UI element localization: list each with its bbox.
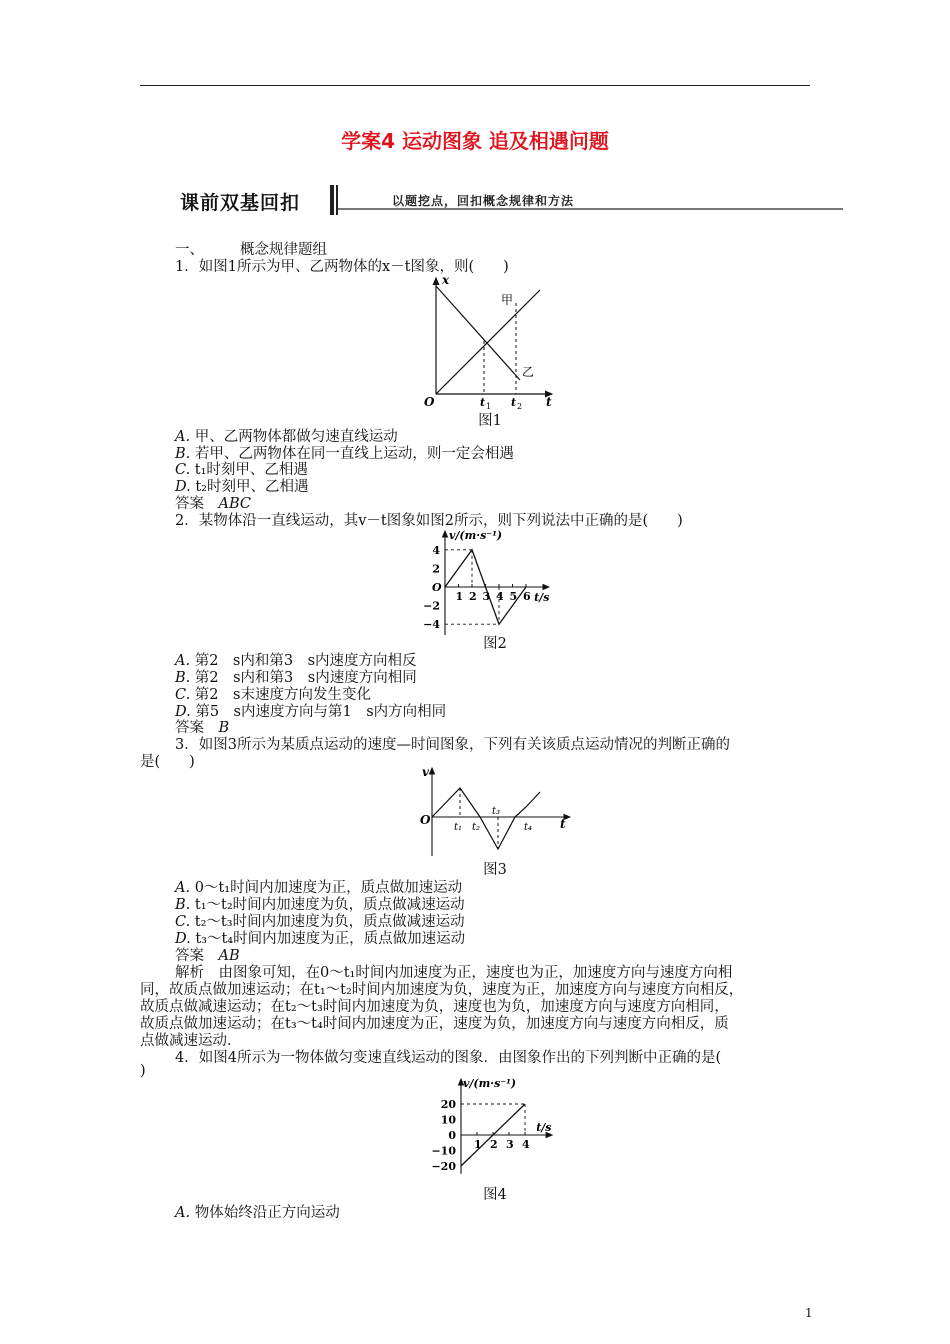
- q1-option-a: A. 甲、乙两物体都做匀速直线运动: [175, 429, 398, 445]
- q3-answer: 答案 AB: [175, 948, 240, 964]
- t2-label: t₂: [472, 822, 481, 833]
- section-index: 一、: [175, 242, 204, 258]
- q2-option-a: A. 第2 s内和第3 s内速度方向相反: [175, 653, 417, 669]
- figure-2: [415, 525, 580, 635]
- x-tick-label: 2: [490, 1138, 498, 1151]
- q3-option-c: C. t₂～t₃时间内加速度为负，质点做减速运动: [175, 914, 465, 930]
- origin-label: O: [424, 395, 435, 409]
- y-tick-label: 10: [440, 1113, 456, 1127]
- t1-sub: 1: [486, 402, 492, 410]
- y-tick-label: 20: [440, 1098, 456, 1111]
- x-tick-label: 4: [496, 590, 504, 603]
- q3-analysis-line4: 故质点做加速运动；在t₃～t₄时间内加速度为正，速度为负，加速度方向与速度方向相反，质: [140, 1016, 729, 1032]
- banner-underline: [338, 208, 843, 210]
- figure-4: [425, 1073, 565, 1183]
- q3-analysis-line1: 解析 由图象可知，在0～t₁时间内加速度为正，速度也为正，加速度方向与速度方向相: [175, 965, 733, 981]
- x-axis-label: t/s: [536, 1121, 552, 1134]
- q4-stem-line2: ): [140, 1063, 146, 1079]
- x-tick-label: 3: [482, 590, 491, 603]
- x-axis-label: t: [560, 817, 566, 831]
- section-label: 概念规律题组: [240, 242, 327, 258]
- q4-option-a: A. 物体始终沿正方向运动: [175, 1205, 340, 1221]
- x-tick-label: 4: [522, 1138, 530, 1151]
- q2-answer: 答案 B: [175, 720, 230, 736]
- label-jia: 甲: [501, 293, 514, 307]
- y-axis-label: x: [442, 273, 450, 287]
- y-axis-label: v/(m·s⁻¹): [463, 1077, 517, 1090]
- x-axis-label: t: [546, 395, 552, 409]
- y-tick-label: −10: [431, 1144, 456, 1158]
- q3-analysis-line3: 故质点做减速运动；在t₂～t₃时间内加速度为负，速度也为负，加速度方向与速度方向相同，: [140, 999, 729, 1015]
- q1-stem: 1．如图1所示为甲、乙两物体的x－t图象，则( ): [175, 259, 509, 275]
- q1-option-d: D. t₂时刻甲、乙相遇: [175, 479, 309, 495]
- t2-label: t: [511, 396, 517, 409]
- q3-option-a: A. 0～t₁时间内加速度为正，质点做加速运动: [175, 880, 463, 896]
- figure-4-caption: 图4: [483, 1187, 507, 1203]
- q3-stem-line1: 3．如图3所示为某质点运动的速度—时间图象，下列有关该质点运动情况的判断正确的: [175, 737, 730, 753]
- label-yi: 乙: [522, 365, 535, 379]
- t3-label: t₃: [492, 806, 501, 817]
- y-axis-label: v: [422, 765, 429, 779]
- section-banner-title: 课前双基回扣: [180, 192, 301, 214]
- header-rule: [140, 85, 810, 86]
- y-tick-label: −20: [431, 1160, 456, 1173]
- q4-stem-line1: 4．如图4所示为一物体做匀变速直线运动的图象．由图象作出的下列判断中正确的是(: [175, 1050, 722, 1066]
- q2-option-b: B. 第2 s内和第3 s内速度方向相同: [175, 670, 417, 686]
- q2-option-c: C. 第2 s末速度方向发生变化: [175, 687, 371, 703]
- t1-label: t: [480, 396, 486, 409]
- q1-answer: 答案 ABC: [175, 496, 251, 512]
- velocity-line: [432, 788, 540, 849]
- origin-label: O: [432, 581, 442, 594]
- q3-option-d: D. t₃～t₄时间内加速度为正，质点做加速运动: [175, 931, 466, 947]
- q1-option-c: C. t₁时刻甲、乙相遇: [175, 462, 308, 478]
- y-axis-label: v/(m·s⁻¹): [449, 529, 503, 542]
- q2-option-d: D. 第5 s内速度方向与第1 s内方向相同: [175, 704, 447, 720]
- x-tick-label: 3: [506, 1138, 514, 1151]
- origin-label: O: [420, 813, 431, 827]
- y-tick-label: −2: [423, 599, 440, 613]
- x-axis-label: t/s: [534, 591, 550, 604]
- banner-divider-thin: [336, 185, 338, 215]
- figure-3: [418, 762, 578, 860]
- page-number: 1: [805, 1306, 813, 1320]
- x-tick-label: 1: [474, 1138, 482, 1151]
- origin-label: 0: [448, 1129, 456, 1142]
- figure-1-caption: 图1: [478, 413, 502, 429]
- q3-analysis-line2: 同，故质点做加速运动；在t₁～t₂时间内加速度为负，速度为正，加速度方向与速度方向相反，: [140, 982, 744, 998]
- x-tick-label: 2: [469, 590, 477, 603]
- q3-analysis-line5: 点做减速运动．: [140, 1033, 242, 1049]
- t4-label: t₄: [524, 822, 533, 833]
- t1-label: t₁: [454, 822, 463, 833]
- x-tick-label: 5: [509, 590, 518, 603]
- x-tick-label: 1: [455, 590, 464, 603]
- x-tick-label: 6: [523, 590, 531, 603]
- banner-divider: [330, 185, 334, 215]
- q1-option-b: B. 若甲、乙两物体在同一直线上运动，则一定会相遇: [175, 446, 514, 462]
- y-tick-label: −4: [423, 618, 440, 632]
- q3-stem-line2: 是( ): [140, 754, 195, 770]
- section-banner-subtitle: 以题挖点，回扣概念规律和方法: [392, 194, 575, 208]
- figure-3-caption: 图3: [483, 862, 507, 878]
- figure-1: [400, 272, 560, 410]
- page-title: 学案4 运动图象 追及相遇问题: [341, 129, 609, 153]
- y-tick-label: 2: [432, 562, 440, 576]
- t2-sub: 2: [517, 402, 523, 410]
- q3-option-b: B. t₁～t₂时间内加速度为负，质点做减速运动: [175, 897, 465, 913]
- y-tick-label: 4: [432, 543, 440, 557]
- q2-stem: 2．某物体沿一直线运动，其v－t图象如图2所示，则下列说法中正确的是( ): [175, 513, 683, 529]
- figure-2-caption: 图2: [483, 636, 507, 652]
